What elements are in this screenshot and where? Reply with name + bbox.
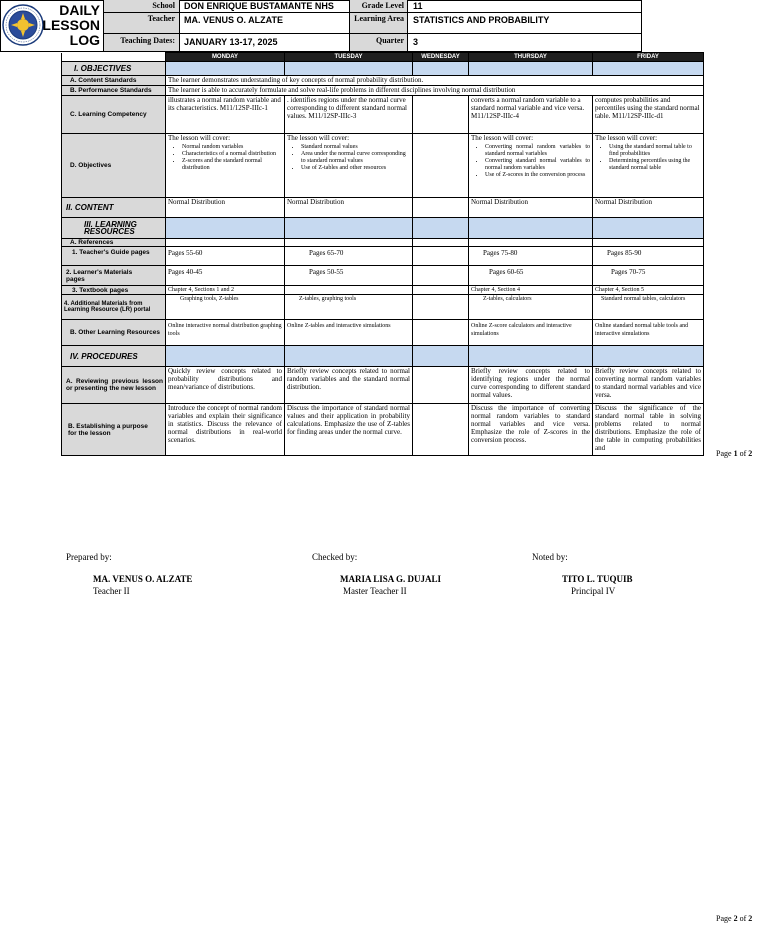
- page-current: 1: [733, 449, 738, 458]
- content-standards-text: The learner demonstrates understanding of key concepts of normal probability distribution.: [166, 76, 704, 86]
- reviewing-fri: Briefly review concepts related to converting normal random variables to standard normal variables and vice versa.: [593, 367, 704, 404]
- day-header-row: [62, 53, 704, 62]
- page-number-2: [716, 914, 752, 923]
- prepared-by-label: Prepared by:: [66, 552, 112, 562]
- page-prefix: Page: [716, 914, 734, 923]
- textbook-fri: Chapter 4, Section 5: [593, 286, 704, 295]
- textbook-thu: Chapter 4, Section 4: [469, 286, 593, 295]
- list-item: • Characteristics of a normal distribution: [182, 151, 282, 158]
- objectives-tue: [285, 134, 413, 198]
- page-current: 2: [733, 914, 738, 923]
- competency-mon: illustrates a normal random variable and its characteristics. M11/12SP-IIIc-1: [166, 96, 285, 134]
- lm-pages-thu: Pages 60-65: [469, 266, 593, 286]
- content-heading: II. CONTENT: [62, 198, 166, 218]
- objectives-fri: [593, 134, 704, 198]
- header-row-school: [104, 0, 641, 13]
- area-label: Learning Area: [349, 13, 408, 33]
- performance-standards-row: [62, 86, 704, 96]
- noted-by-label: Noted by:: [532, 552, 568, 562]
- competency-label: C. Learning Competency: [62, 96, 166, 134]
- lesson-log-table: [61, 52, 704, 456]
- resources-section-row: [62, 218, 704, 239]
- competency-row: [62, 96, 704, 134]
- list-item: • Converting normal random variables to standard normal variables: [485, 144, 590, 158]
- school-label: School: [104, 0, 180, 12]
- competency-tue: . identifies regions under the normal curve corresponding to different standard normal values. M11/12SP-IIIc-3: [285, 96, 413, 134]
- checked-by-label: Checked by:: [312, 552, 358, 562]
- grade-label: Grade Level: [349, 0, 408, 12]
- performance-standards-text: The learner is able to accurately formulate and solve real-life problems in different disciplines involving normal distribution: [166, 86, 704, 96]
- title-lesson: LESSON: [42, 17, 100, 33]
- content-thu: Normal Distribution: [469, 198, 593, 218]
- competency-fri: computes probabilities and percentiles using the standard normal table. M11/12SP-IIIc-d1: [593, 96, 704, 134]
- purpose-fri: Discuss the significance of the standard normal table in solving problems related to normal distributions. Emphasize the role of the table in computing probabilities and: [593, 404, 704, 456]
- day-tuesday: TUESDAY: [285, 53, 413, 62]
- performance-standards-label: B. Performance Standards: [62, 86, 166, 96]
- tg-pages-row: [62, 247, 704, 266]
- day-wednesday: WEDNESDAY: [413, 53, 469, 62]
- additional-tue: Z-tables, graphing tools: [285, 295, 413, 320]
- tg-pages-thu: Pages 75-80: [469, 247, 593, 266]
- objectives-intro: The lesson will cover:: [168, 134, 231, 142]
- objectives-thu: [469, 134, 593, 198]
- page-prefix: Page: [716, 449, 734, 458]
- page-total: 2: [748, 914, 753, 923]
- purpose-thu: Discuss the importance of converting normal random variables to standard normal variables and vice versa. Emphasize the role of Z-scores in the conversion process.: [469, 404, 593, 456]
- reviewing-row: [62, 367, 704, 404]
- purpose-mon: Introduce the concept of normal random variables and explain their significance in statistics. Discuss the relevance of normal distributions in real-world scenarios.: [166, 404, 285, 456]
- textbook-mon: Chapter 4, Sections 1 and 2: [166, 286, 285, 295]
- purpose-label: B. Establishing a purpose for the lesson: [62, 404, 166, 456]
- checked-by-name: MARIA LISA G. DUJALI: [340, 574, 442, 584]
- additional-row: [62, 295, 704, 320]
- other-resources-fri: Online standard normal table tools and interactive simulations: [593, 320, 704, 346]
- tg-pages-tue: Pages 65-70: [285, 247, 413, 266]
- reviewing-label: A. Reviewing previous lesson or presenting the new lesson: [62, 367, 166, 404]
- tg-pages-fri: Pages 85-90: [593, 247, 704, 266]
- noted-by-position: Principal IV: [571, 586, 616, 596]
- objectives-row: [62, 134, 704, 198]
- textbook-label: 3. Textbook pages: [62, 286, 166, 295]
- list-item: • Using the standard normal table to find probabilities: [609, 144, 701, 158]
- list-item: • Use of Z-tables and other resources: [301, 165, 410, 172]
- school-value: DON ENRIQUE BUSTAMANTE NHS: [184, 1, 334, 11]
- additional-fri: Standard normal tables, calculators: [593, 295, 704, 320]
- resources-heading: III. LEARNING RESOURCES: [62, 218, 166, 239]
- quarter-value: 3: [413, 37, 419, 47]
- content-section-row: [62, 198, 704, 218]
- competency-thu: converts a normal random variable to a standard normal variable and vice versa. M11/12SP-IIIc-4: [469, 96, 593, 134]
- teacher-label: Teacher: [104, 13, 180, 33]
- day-thursday: THURSDAY: [469, 53, 593, 62]
- day-friday: FRIDAY: [593, 53, 704, 62]
- objectives-section-row: [62, 62, 704, 76]
- objectives-intro: The lesson will cover:: [287, 134, 350, 142]
- lm-pages-fri: Pages 70-75: [593, 266, 704, 286]
- lm-pages-row: [62, 266, 704, 286]
- header-row-teacher: [104, 13, 641, 34]
- lm-pages-mon: Pages 40-45: [166, 266, 285, 286]
- page-number-1: [716, 449, 752, 458]
- references-row: [62, 239, 704, 247]
- page-of: of: [737, 914, 749, 923]
- purpose-tue: Discuss the importance of standard normal values and their application in probability calculations. Emphasize the use of Z-tables for finding areas under the normal curve.: [285, 404, 413, 456]
- dates-value: JANUARY 13-17, 2025: [184, 37, 278, 47]
- title-daily: DAILY: [59, 2, 100, 18]
- objectives-intro: The lesson will cover:: [471, 134, 534, 142]
- list-item: • Z-scores and the standard normal distribution: [182, 158, 282, 172]
- content-mon: Normal Distribution: [166, 198, 285, 218]
- page-total: 2: [748, 449, 753, 458]
- day-monday: MONDAY: [166, 53, 285, 62]
- tg-pages-mon: Pages 55-60: [166, 247, 285, 266]
- prepared-by-position: Teacher II: [93, 586, 130, 596]
- title-log: LOG: [69, 32, 100, 48]
- other-resources-mon: Online interactive normal distribution graphing tools: [166, 320, 285, 346]
- page-of: of: [737, 449, 749, 458]
- area-value: STATISTICS AND PROBABILITY: [413, 15, 550, 25]
- dates-label: Teaching Dates:: [104, 34, 180, 51]
- objectives-heading: I. OBJECTIVES: [62, 62, 166, 76]
- reviewing-tue: Briefly review concepts related to normal random variables and the standard normal distribution.: [285, 367, 413, 404]
- additional-mon: Graphing tools, Z-tables: [166, 295, 285, 320]
- reviewing-thu: Briefly review concepts related to identifying regions under the normal curve corresponding to different standard normal values.: [469, 367, 593, 404]
- other-resources-tue: Online Z-tables and interactive simulations: [285, 320, 413, 346]
- deped-seal-icon: [2, 4, 44, 46]
- teacher-value: MA. VENUS O. ALZATE: [184, 15, 283, 25]
- list-item: • Use of Z-scores in the conversion process: [485, 172, 590, 179]
- list-item: • Standard normal values: [301, 144, 410, 151]
- procedures-heading: IV. PROCEDURES: [62, 346, 166, 367]
- content-standards-label: A. Content Standards: [62, 76, 166, 86]
- objectives-list-thu: [471, 144, 590, 179]
- quarter-label: Quarter: [349, 34, 408, 51]
- references-label: A. References: [62, 239, 166, 247]
- reviewing-mon: Quickly review concepts related to probability distributions and mean/variance of distributions.: [166, 367, 285, 404]
- list-item: • Determining percentiles using the standard normal table: [609, 158, 701, 172]
- tg-pages-label: 1. Teacher's Guide pages: [62, 247, 166, 266]
- objectives-list-fri: [595, 144, 701, 172]
- objectives-label: D. Objectives: [62, 134, 166, 198]
- other-resources-label: B. Other Learning Resources: [62, 320, 166, 346]
- noted-by-name: TITO L. TUQUIB: [562, 574, 633, 584]
- header-row-dates: [104, 34, 641, 51]
- objectives-intro: The lesson will cover:: [595, 134, 658, 142]
- prepared-by-name: MA. VENUS O. ALZATE: [93, 574, 193, 584]
- lm-pages-label: 2. Learner's Materials pages: [62, 266, 166, 286]
- objectives-list-tue: [287, 144, 410, 172]
- content-fri: Normal Distribution: [593, 198, 704, 218]
- purpose-row: [62, 404, 704, 456]
- objectives-list-mon: [168, 144, 282, 172]
- checked-by-position: Master Teacher II: [343, 586, 407, 596]
- content-standards-row: [62, 76, 704, 86]
- list-item: • Area under the normal curve corresponding to standard normal values: [301, 151, 410, 165]
- additional-label: 4. Additional Materials from Learning Resource (LR) portal: [62, 295, 166, 320]
- logo-cell: [0, 0, 104, 51]
- lm-pages-tue: Pages 50-55: [285, 266, 413, 286]
- objectives-mon: [166, 134, 285, 198]
- content-tue: Normal Distribution: [285, 198, 413, 218]
- grade-value: 11: [413, 1, 423, 11]
- list-item: • Converting standard normal variables to normal random variables: [485, 158, 590, 172]
- additional-thu: Z-tables, calculators: [469, 295, 593, 320]
- list-item: • Normal random variables: [182, 144, 282, 151]
- other-resources-row: [62, 320, 704, 346]
- other-resources-thu: Online Z-score calculators and interactive simulations: [469, 320, 593, 346]
- textbook-row: [62, 286, 704, 295]
- procedures-section-row: [62, 346, 704, 367]
- header-block: [0, 0, 642, 52]
